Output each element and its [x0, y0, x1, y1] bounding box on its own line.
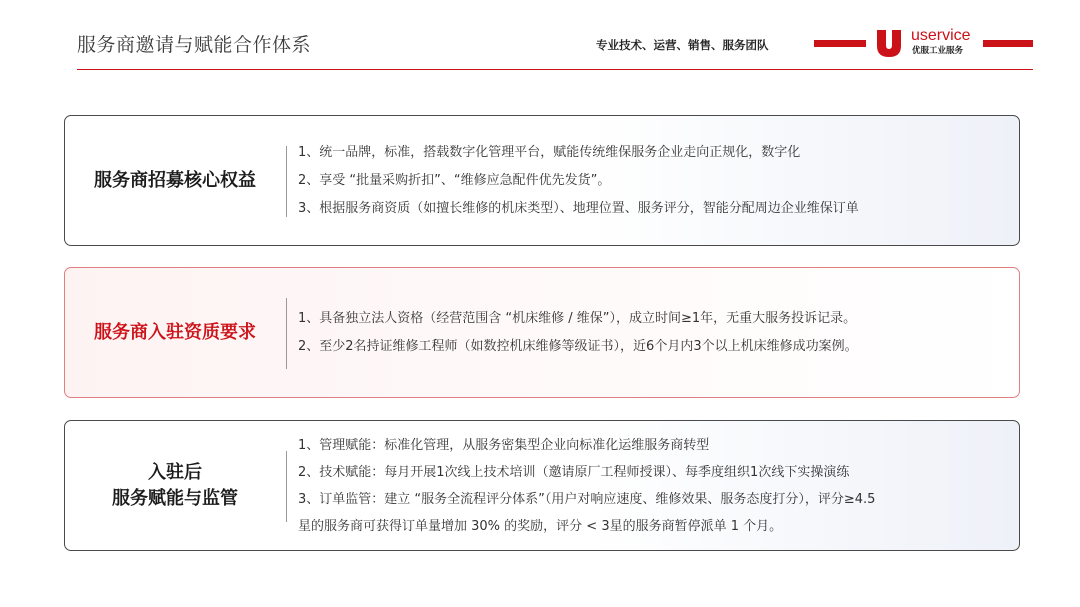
- list-item: 1、具备独立法人资格（经营范围含 “机床维修 / 维保”），成立时间≥1年，无重大服务投诉记录。: [298, 310, 857, 326]
- list-item: 星的服务商可获得订单量增加 30% 的奖励，评分 < 3星的服务商暂停派单 1 个月。: [298, 518, 783, 534]
- list-item: 1、管理赋能：标准化管理，从服务密集型企业向标准化运维服务商转型: [298, 437, 710, 453]
- header-accent-bar-right: [983, 40, 1033, 47]
- card-title: [65, 268, 285, 397]
- list-item: 3、订单监管：建立 “服务全流程评分体系”（用户对响应速度、维修效果、服务态度打分），评分≥4.5: [298, 491, 876, 507]
- card-title-line: 服务商入驻资质要求: [94, 321, 256, 343]
- header-tagline: 专业技术、运营、销售、服务团队: [596, 38, 769, 52]
- card-item-list: [298, 116, 1003, 245]
- card-title-line: 服务赋能与监管: [112, 487, 238, 509]
- list-item: 2、至少2名持证维修工程师（如数控机床维修等级证书），近6个月内3个以上机床维修成功案例。: [298, 338, 858, 354]
- card-recruitment-benefits: [64, 115, 1020, 246]
- card-qualification-requirements: [64, 267, 1020, 398]
- list-item: 2、技术赋能：每月开展1次线上技术培训（邀请原厂工程师授课）、每季度组织1次线下实操演练: [298, 464, 850, 480]
- card-title-line: 服务商招募核心权益: [94, 169, 256, 191]
- list-item: 2、享受 “批量采购折扣”、“维修应急配件优先发货”。: [298, 172, 611, 188]
- header-divider: [77, 69, 1033, 70]
- header-accent-bar-left: [814, 40, 866, 47]
- list-item: 1、统一品牌，标准，搭载数字化管理平台，赋能传统维保服务企业走向正规化，数字化: [298, 144, 801, 160]
- logo-wordmark: uservice: [911, 27, 971, 44]
- card-title: [65, 421, 285, 550]
- card-empowerment-supervision: [64, 420, 1020, 551]
- card-item-list: [298, 421, 1003, 550]
- card-title: [65, 116, 285, 245]
- list-item: 3、根据服务商资质（如擅长维修的机床类型）、地理位置、服务评分，智能分配周边企业维保订单: [298, 200, 859, 216]
- u-shield-logo-icon: [874, 28, 904, 58]
- card-divider: [286, 451, 287, 522]
- page-title: 服务商邀请与赋能合作体系: [77, 34, 312, 56]
- card-divider: [286, 298, 287, 369]
- card-divider: [286, 146, 287, 217]
- logo-subtext: 优服工业服务: [912, 46, 964, 56]
- card-item-list: [298, 268, 1003, 397]
- card-title-line: 入驻后: [148, 461, 202, 483]
